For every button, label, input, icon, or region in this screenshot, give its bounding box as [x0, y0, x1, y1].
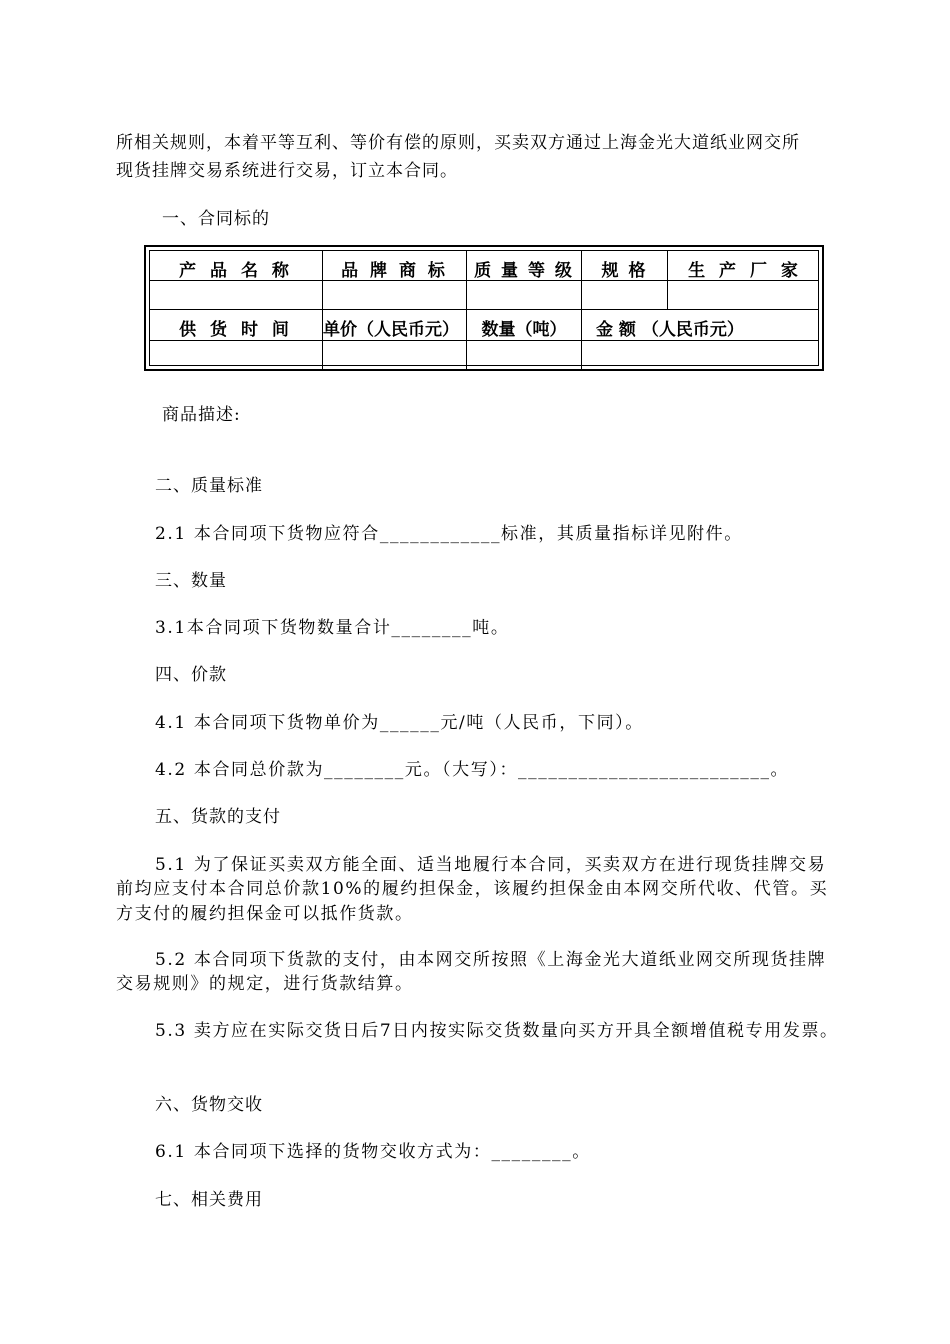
- header-brand: 品 牌 商 标: [341, 261, 448, 281]
- section-5-1-line-2: 前均应支付本合同总价款10%的履约担保金，该履约担保金由本网交所代收、代管。买: [116, 879, 829, 899]
- section-2-paragraph-1: 2.1 本合同项下货物应符合____________标准，其质量指标详见附件。: [155, 524, 743, 544]
- header-manufacturer: 生 产 厂 家: [688, 261, 802, 281]
- header-unit-price: 单价（人民币元）: [323, 320, 459, 340]
- section-5-3: 5.3 卖方应在实际交货日后7日内按实际交货数量向买方开具全额增值税专用发票。: [155, 1021, 839, 1041]
- header-quality-grade: 质 量 等 级: [474, 261, 574, 281]
- section-5-title: 五、货款的支付: [155, 807, 281, 827]
- contract-subject-table: [144, 245, 824, 371]
- section-5-1-line-1: 5.1 为了保证买卖双方能全面、适当地履行本合同，买卖双方在进行现货挂牌交易: [155, 855, 827, 875]
- header-supply-time: 供 货 时 间: [179, 320, 293, 340]
- intro-line-2: 现货挂牌交易系统进行交易，订立本合同。: [116, 161, 458, 181]
- section-5-1-line-3: 方支付的履约担保金可以抵作货款。: [116, 904, 414, 924]
- section-1-title: 一、合同标的: [162, 209, 270, 229]
- header-quantity: 数量（吨）: [481, 320, 567, 340]
- section-2-title: 二、质量标准: [155, 476, 263, 496]
- section-4-paragraph-1: 4.1 本合同项下货物单价为______元/吨（人民币，下同）。: [155, 713, 644, 733]
- section-7-title: 七、相关费用: [155, 1190, 263, 1210]
- section-5-2-line-2: 交易规则》的规定，进行货款结算。: [116, 974, 414, 994]
- intro-line-1: 所相关规则，本着平等互利、等价有偿的原则，买卖双方通过上海金光大道纸业网交所: [116, 133, 800, 153]
- section-6-paragraph-1: 6.1 本合同项下选择的货物交收方式为：________。: [155, 1142, 591, 1162]
- section-3-paragraph-1: 3.1本合同项下货物数量合计________吨。: [155, 618, 510, 638]
- section-6-title: 六、货物交收: [155, 1095, 263, 1115]
- goods-description-label: 商品描述:: [162, 405, 241, 425]
- section-4-title: 四、价款: [155, 665, 227, 685]
- header-spec: 规 格: [601, 261, 648, 281]
- header-product-name: 产 品 名 称: [179, 261, 293, 281]
- section-4-paragraph-2: 4.2 本合同总价款为________元。（大写）：_________________________。: [155, 760, 790, 780]
- section-3-title: 三、数量: [155, 571, 227, 591]
- header-amount: 金 额 （人民币元）: [596, 320, 744, 340]
- section-5-2-line-1: 5.2 本合同项下货款的支付，由本网交所按照《上海金光大道纸业网交所现货挂牌: [155, 950, 827, 970]
